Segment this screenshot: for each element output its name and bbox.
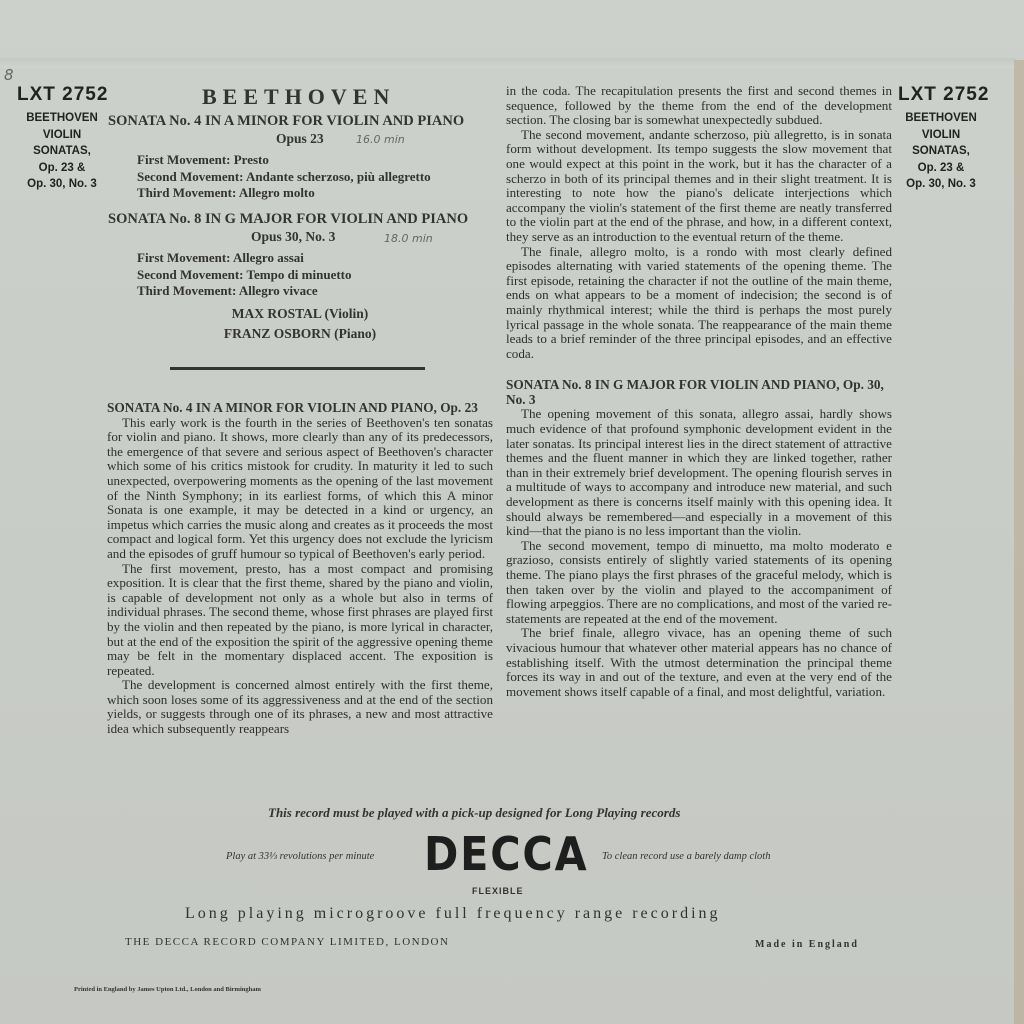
movement-line: First Movement: Allegro assai (137, 250, 304, 265)
sidebar-right (893, 110, 989, 193)
catalogue-number-left: LXT 2752 (17, 84, 109, 105)
notes-paragraph: The brief finale, allegro vivace, has an opening theme of such vivacious humour that whatever other material appears has no chance of establishing itself. With the utmost determination the principal theme forces its way in and out of the texture, and even at the very end of the movement shows itself capable of a final, and most delightful, variation. (506, 625, 892, 699)
movement-line: Third Movement: Allegro molto (137, 185, 315, 200)
sleeve-right-edge (1014, 60, 1024, 1024)
performer: FRANZ OSBORN (Piano) (223, 326, 377, 341)
sidebar-line: SONATAS, (33, 145, 91, 157)
movement-line: Second Movement: Tempo di minuetto (137, 266, 352, 282)
sonata8-duration-note: 18.0 min (384, 232, 433, 245)
lp-line: Long playing microgroove full frequency range recording (185, 905, 721, 922)
sonata8-opus: Opus 30, No. 3 (251, 229, 336, 244)
sidebar-line: Op. 30, No. 3 (27, 178, 97, 190)
sidebar-line: BEETHOVEN (905, 112, 977, 124)
performer: MAX ROSTAL (Violin) (231, 306, 369, 321)
notes-paragraph: The development is concerned almost entirely with the first theme, which soon loses some of its aggressiveness and at the end of the section yields, or suggests through one of its phrases, a new and most attractive idea which subsequently reappears (107, 677, 493, 737)
notes-right-column (506, 84, 892, 699)
movement-line: Second Movement: Andante scherzoso, più allegretto (137, 168, 431, 184)
sonata4-duration-note: 16.0 min (356, 133, 405, 146)
made-in-line: Made in England (755, 939, 859, 950)
sonata4-opus: Opus 23 (276, 131, 324, 146)
decca-logo-sub: FLEXIBLE (472, 886, 524, 896)
sidebar-left (14, 110, 110, 193)
sonata8-movements (137, 250, 352, 300)
sidebar-line: BEETHOVEN (26, 112, 98, 124)
cleaning-note: To clean record use a barely damp cloth (602, 851, 771, 862)
sidebar-line: VIOLIN (42, 128, 82, 141)
notes-paragraph: The second movement, andante scherzoso, più allegretto, is in sonata form without development. Its tempo suggests the slow movement that one would expect at this point in the work, but it has the character of a scherzo in both of its principal themes and in their slight treatment. It is interesting to note how the piano's delicate interjections which accompany the violin's statement of the first theme are neatly transferred to the violin part at the end of the phrase, and how, in a different context, they serve as an introduction to the eventual return of the theme. (506, 126, 892, 244)
catalogue-number-right: LXT 2752 (898, 84, 990, 105)
movement-line: Third Movement: Allegro vivace (137, 283, 318, 298)
playback-notice: This record must be played with a pick-up designed for Long Playing records (268, 805, 681, 820)
sonata8-title: SONATA No. 8 IN G MAJOR FOR VIOLIN AND PIANO (108, 211, 469, 227)
speed-note: Play at 33⅓ revolutions per minute (226, 851, 375, 862)
notes-right-heading: SONATA No. 8 IN G MAJOR FOR VIOLIN AND PIANO, Op. 30, No. 3 (506, 377, 884, 407)
notes-paragraph: The opening movement of this sonata, allegro assai, hardly shows much evidence of that profound symphonic development evident in the later sonatas. Its principal interest lies in the direct statement of attractive themes and the fluent manner in which they are linked together, rather than in their extremely brief development. The opening flourish serves in a multitude of ways to accompany and introduce new material, and such development as there is concerns itself mainly with this opening idea. It should always be remembered—and especially in a movement of this kind—that the piano is no less important than the violin. (506, 406, 892, 539)
notes-paragraph: The finale, allegro molto, is a rondo with most clearly defined episodes alternating with varied statements of the opening theme. The first episode, retaining the character if not the outline of the main theme, ends on what appears to be a moment of indecision; the second is of mainly rhythmical interest; while the third is perhaps the most purely lyrical passage in the whole sonata. The reappearance of the main theme leads to a brief reminder of the three principal episodes, and an effective coda. (506, 243, 892, 361)
sonata4-movements (137, 152, 431, 202)
notes-paragraph: This early work is the fourth in the series of Beethoven's ten sonatas for violin and piano. It shows, more clearly than any of its predecessors, the emergence of that severe and serious aspect of Beethoven's character which some of his critics mistook for crudity. In maturity it led to such unexpected, overpowering moments as the opening of the last movement of the Ninth Symphony; in its earliest forms, of which this A minor Sonata is one example, it may be detected in a kind or urgency, an impetus which carries the music along and creates as it proceeds the most compact and logical form. Yet this urgency does not exclude the lyricism and the episodes of gruff humour so typical of Beethoven's early period. (107, 414, 493, 561)
sidebar-line: SONATAS, (912, 145, 970, 157)
movement-line: First Movement: Presto (137, 152, 269, 167)
notes-paragraph: The second movement, tempo di minuetto, ma molto moderato e grazioso, consists entirely of slightly varied statements of its opening theme. The piano plays the first phrases of the graceful melody, which is then taken over by the violin and played to the accompaniment of flowing arpeggios. There are no complications, and most of the varied re-statements are repeated at the end of the movement. (506, 537, 892, 626)
sidebar-line: Op. 23 & (917, 161, 965, 174)
sidebar-line: VIOLIN (921, 128, 961, 141)
sonata4-title: SONATA No. 4 IN A MINOR FOR VIOLIN AND PIANO (108, 113, 465, 129)
decca-logo: DECCA (424, 827, 589, 881)
notes-left-heading: SONATA No. 4 IN A MINOR FOR VIOLIN AND PIANO, Op. 23 (107, 400, 478, 415)
sleeve-top-edge (0, 58, 1016, 68)
notes-left-column (107, 401, 493, 737)
notes-paragraph: in the coda. The recapitulation presents the first and second themes in sequence, followed by the theme from the end of the development section. The closing bar is somewhat unexpectedly subdued. (506, 83, 892, 128)
notes-paragraph: The first movement, presto, has a most compact and promising exposition. It is clear that the first theme, shared by the piano and violin, is capable of development not only as a whole but also in terms of individual phrases. The second theme, whose first phrases are played first by the violin and then repeated by the piano, is more lyrical in character, but at the end of the exposition the spirit of the aggressive opening theme may be felt in the momentary displaced accent. The exposition is repeated. (107, 560, 493, 678)
printer-credit: Printed in England by James Upton Ltd., London and Birmingham (74, 986, 261, 993)
composer-title: BEETHOVEN (202, 84, 396, 109)
performers (200, 304, 400, 344)
sidebar-line: Op. 23 & (38, 161, 86, 174)
sidebar-line: Op. 30, No. 3 (906, 178, 976, 190)
company-line: THE DECCA RECORD COMPANY LIMITED, LONDON (125, 936, 450, 948)
divider-rule (170, 367, 425, 370)
handwritten-mark: 8 (4, 66, 14, 84)
